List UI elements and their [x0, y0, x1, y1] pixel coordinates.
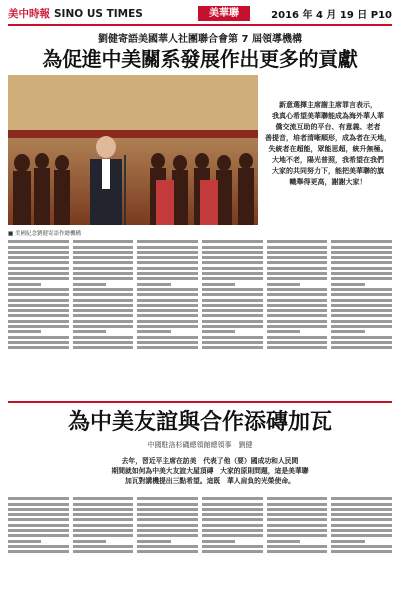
text-line	[267, 256, 328, 259]
text-line	[8, 346, 69, 349]
text-line	[202, 346, 263, 349]
text-line	[8, 283, 41, 286]
body-column	[73, 238, 134, 400]
text-line	[267, 314, 328, 317]
text-line	[73, 503, 134, 506]
text-line	[137, 503, 198, 506]
article2-byline: 中國駐洛杉磯總領館總領事 劉健	[147, 441, 253, 449]
text-line	[137, 330, 170, 333]
text-line	[331, 503, 392, 506]
text-line	[137, 341, 198, 344]
text-line	[202, 320, 263, 323]
text-line	[8, 293, 69, 296]
text-line	[202, 513, 263, 516]
body-column	[267, 238, 328, 400]
text-line	[137, 497, 198, 500]
text-line	[267, 508, 328, 511]
text-line	[331, 540, 364, 543]
body-column	[137, 495, 198, 583]
pull-quote	[264, 100, 392, 188]
text-line	[137, 283, 170, 286]
text-line	[137, 346, 198, 349]
text-line	[8, 529, 69, 532]
article1-body-columns	[8, 238, 392, 400]
intro-line: 加瓦對講機提出三點希望。這既 華人肩負的光榮使命。	[125, 477, 295, 485]
text-line	[202, 503, 263, 506]
text-line	[331, 240, 392, 243]
pull-quote-line: 幟舉得更高，謝謝大家！	[289, 178, 367, 186]
text-line	[331, 293, 392, 296]
text-line	[73, 534, 134, 537]
text-line	[202, 314, 263, 317]
text-line	[202, 534, 263, 537]
text-line	[267, 288, 328, 291]
masthead-english: SINO US TIMES	[54, 8, 143, 20]
text-line	[8, 497, 69, 500]
text-line	[331, 550, 392, 553]
text-line	[73, 277, 134, 280]
text-line	[202, 288, 263, 291]
text-line	[202, 529, 263, 532]
text-line	[137, 524, 198, 527]
text-line	[331, 497, 392, 500]
text-line	[202, 309, 263, 312]
text-line	[331, 309, 392, 312]
text-line	[8, 240, 69, 243]
pull-quote-line: 失統者在超能，眾能思超，統升無極。	[268, 145, 388, 153]
text-line	[267, 261, 328, 264]
text-line	[137, 540, 170, 543]
text-line	[331, 330, 364, 333]
text-line	[73, 346, 134, 349]
text-line	[73, 283, 106, 286]
text-line	[267, 293, 328, 296]
text-line	[331, 341, 392, 344]
body-column	[8, 238, 69, 400]
text-line	[202, 336, 263, 339]
text-line	[331, 346, 392, 349]
section-badge: 美華聯	[198, 6, 250, 21]
text-line	[137, 261, 198, 264]
text-line	[331, 529, 392, 532]
body-column	[8, 495, 69, 583]
text-line	[73, 314, 134, 317]
text-line	[202, 246, 263, 249]
text-line	[267, 545, 328, 548]
text-line	[331, 246, 392, 249]
text-line	[137, 267, 198, 270]
text-line	[331, 283, 364, 286]
text-line	[73, 550, 134, 553]
text-line	[267, 320, 328, 323]
text-line	[331, 545, 392, 548]
text-line	[73, 330, 106, 333]
text-line	[267, 524, 328, 527]
text-line	[331, 314, 392, 317]
body-column	[331, 238, 392, 400]
text-line	[137, 309, 198, 312]
article1-headline: 為促進中美關系發展作出更多的貢獻	[42, 47, 358, 71]
text-line	[8, 534, 69, 537]
text-line	[137, 288, 198, 291]
text-line	[8, 309, 69, 312]
text-line	[267, 272, 328, 275]
text-line	[202, 545, 263, 548]
date-page: 2016 年 4 月 19 日 P10	[271, 10, 392, 21]
text-line	[8, 545, 69, 548]
text-line	[331, 524, 392, 527]
text-line	[267, 341, 328, 344]
pull-quote-line: 善提音，培者清晰順形，成為者在天地，	[265, 134, 391, 142]
text-line	[331, 508, 392, 511]
body-column	[202, 238, 263, 400]
text-line	[137, 246, 198, 249]
text-line	[73, 513, 134, 516]
header-rule	[8, 24, 392, 26]
text-line	[73, 545, 134, 548]
text-line	[73, 529, 134, 532]
text-line	[8, 508, 69, 511]
text-line	[202, 261, 263, 264]
text-line	[331, 336, 392, 339]
text-line	[8, 246, 69, 249]
text-line	[267, 503, 328, 506]
article2-intro	[100, 456, 320, 486]
text-line	[8, 251, 69, 254]
text-line	[8, 314, 69, 317]
text-line	[137, 277, 198, 280]
article2-headline: 為中美友誼與合作添磚加瓦	[67, 409, 332, 435]
text-line	[73, 336, 134, 339]
article1-subtitle: 劉健寄語美國華人社團聯合會第 7 屆領導機構	[98, 34, 302, 45]
text-line	[331, 277, 392, 280]
text-line	[73, 325, 134, 328]
text-line	[331, 304, 392, 307]
text-line	[202, 299, 263, 302]
text-line	[267, 346, 328, 349]
text-line	[137, 508, 198, 511]
text-line	[137, 293, 198, 296]
text-line	[331, 272, 392, 275]
text-line	[267, 283, 300, 286]
text-line	[73, 518, 134, 521]
text-line	[331, 513, 392, 516]
text-line	[8, 299, 69, 302]
text-line	[202, 330, 235, 333]
text-line	[8, 261, 69, 264]
text-line	[331, 256, 392, 259]
text-line	[202, 272, 263, 275]
text-line	[202, 497, 263, 500]
text-line	[202, 283, 235, 286]
text-line	[137, 336, 198, 339]
text-line	[137, 320, 198, 323]
text-line	[331, 534, 392, 537]
text-line	[137, 240, 198, 243]
text-line	[73, 341, 134, 344]
text-line	[73, 272, 134, 275]
text-line	[73, 497, 134, 500]
section-divider	[8, 401, 392, 403]
pull-quote-line: 新意選擇主席謝主席罪言表示，	[279, 101, 377, 109]
text-line	[202, 240, 263, 243]
text-line	[267, 246, 328, 249]
text-line	[267, 534, 328, 537]
text-line	[202, 304, 263, 307]
text-line	[73, 240, 134, 243]
text-line	[73, 251, 134, 254]
text-line	[202, 550, 263, 553]
text-line	[73, 246, 134, 249]
text-line	[73, 540, 106, 543]
text-line	[137, 256, 198, 259]
text-line	[331, 261, 392, 264]
intro-line: 去年，習近平主席在訪美 代表了他（要）國成功和人民間	[121, 457, 299, 465]
text-line	[267, 325, 328, 328]
text-line	[8, 272, 69, 275]
text-line	[331, 320, 392, 323]
text-line	[202, 325, 263, 328]
text-line	[137, 272, 198, 275]
text-line	[331, 267, 392, 270]
text-line	[137, 325, 198, 328]
text-line	[202, 540, 235, 543]
text-line	[73, 320, 134, 323]
text-line	[202, 256, 263, 259]
pull-quote-line: 僑交流互助的平台、有意義、老者	[275, 123, 381, 131]
pull-quote-line: 大家的共同努力下，能把美華聯的旗	[272, 167, 384, 175]
text-line	[8, 540, 41, 543]
body-column	[202, 495, 263, 583]
pull-quote-line: 我真心希望美華聯能成為海外華人華	[272, 112, 384, 120]
text-line	[267, 513, 328, 516]
text-line	[8, 256, 69, 259]
text-line	[8, 503, 69, 506]
text-line	[8, 518, 69, 521]
text-line	[73, 267, 134, 270]
text-line	[73, 299, 134, 302]
text-line	[8, 330, 41, 333]
text-line	[267, 277, 328, 280]
text-line	[73, 304, 134, 307]
text-line	[8, 550, 69, 553]
text-line	[8, 320, 69, 323]
text-line	[73, 293, 134, 296]
text-line	[137, 534, 198, 537]
text-line	[267, 497, 328, 500]
article2-body-columns	[8, 495, 392, 583]
text-line	[267, 240, 328, 243]
text-line	[8, 336, 69, 339]
text-line	[137, 304, 198, 307]
text-line	[8, 524, 69, 527]
text-line	[8, 288, 69, 291]
text-line	[331, 299, 392, 302]
text-line	[331, 288, 392, 291]
text-line	[331, 251, 392, 254]
text-line	[73, 309, 134, 312]
text-line	[267, 540, 300, 543]
body-column	[73, 495, 134, 583]
text-line	[202, 508, 263, 511]
text-line	[267, 299, 328, 302]
text-line	[331, 325, 392, 328]
text-line	[8, 304, 69, 307]
text-line	[137, 550, 198, 553]
text-line	[267, 267, 328, 270]
body-column	[267, 495, 328, 583]
text-line	[202, 341, 263, 344]
text-line	[137, 314, 198, 317]
text-line	[202, 293, 263, 296]
banquet-photo	[8, 75, 258, 225]
body-column	[331, 495, 392, 583]
text-line	[267, 330, 300, 333]
text-line	[73, 256, 134, 259]
text-line	[137, 529, 198, 532]
page-header	[8, 6, 392, 22]
body-column	[137, 238, 198, 400]
text-line	[8, 277, 69, 280]
intro-line: 期間就如何為中美大友誼大屋頂磚 大家的原則問題，這是美華聯	[111, 467, 309, 475]
text-line	[331, 518, 392, 521]
text-line	[267, 304, 328, 307]
masthead	[8, 6, 143, 21]
text-line	[202, 524, 263, 527]
masthead-chinese: 美中時報	[8, 8, 50, 20]
text-line	[267, 529, 328, 532]
text-line	[8, 513, 69, 516]
text-line	[267, 309, 328, 312]
text-line	[73, 524, 134, 527]
text-line	[137, 545, 198, 548]
text-line	[202, 267, 263, 270]
photo-caption: ■ 美國紀念劉健寄語作總機構	[8, 231, 81, 237]
text-line	[267, 550, 328, 553]
text-line	[202, 251, 263, 254]
text-line	[202, 518, 263, 521]
text-line	[8, 267, 69, 270]
text-line	[137, 513, 198, 516]
text-line	[267, 336, 328, 339]
text-line	[73, 261, 134, 264]
text-line	[8, 325, 69, 328]
text-line	[137, 299, 198, 302]
text-line	[137, 251, 198, 254]
text-line	[8, 341, 69, 344]
pull-quote-line: 大地不老，陽光普照，我希望在我們	[272, 156, 384, 164]
text-line	[73, 288, 134, 291]
text-line	[202, 277, 263, 280]
text-line	[137, 518, 198, 521]
text-line	[267, 518, 328, 521]
text-line	[267, 251, 328, 254]
text-line	[73, 508, 134, 511]
